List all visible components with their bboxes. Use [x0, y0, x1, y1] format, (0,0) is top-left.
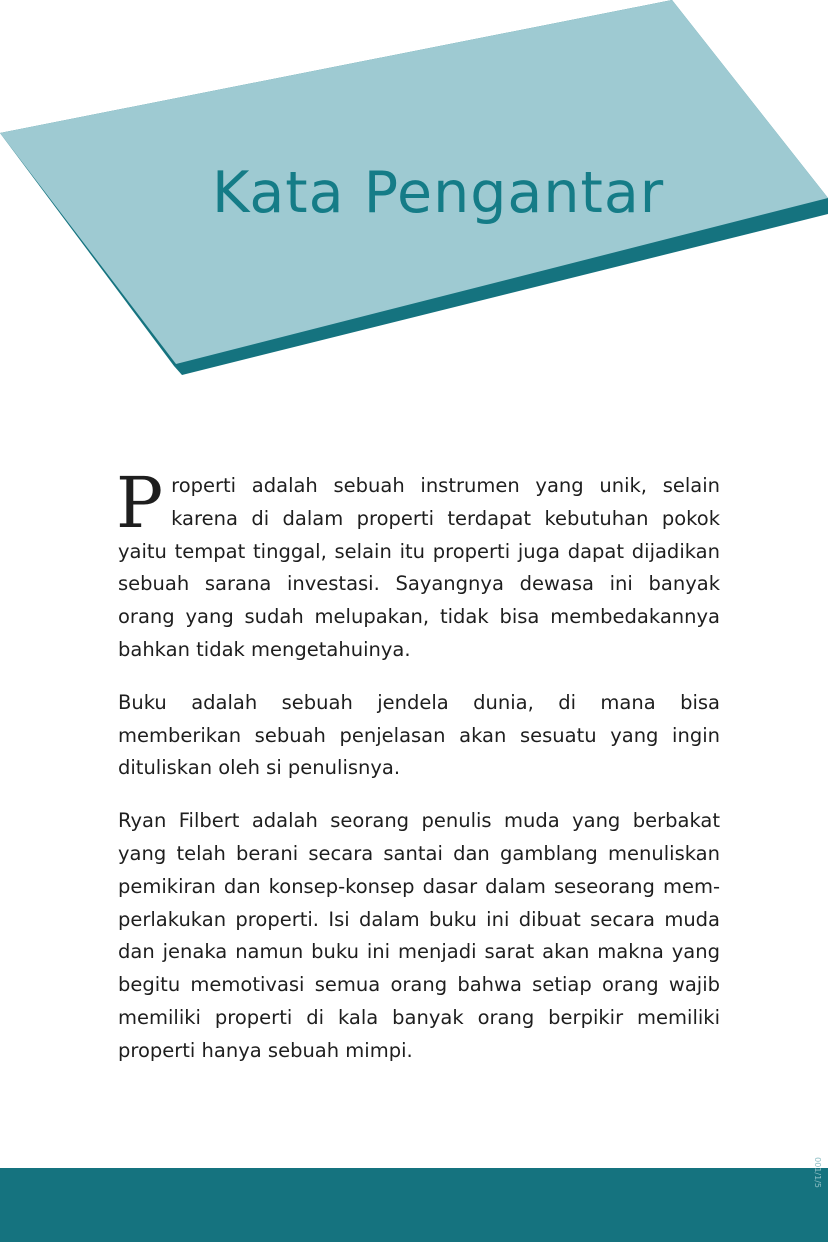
drop-cap: P — [116, 462, 164, 544]
paragraph-author: Ryan Filbert adalah seorang penulis muda yang berbakat yang telah berani secara santai dan gamblang menuliskan pemikiran dan konsep-konsep dasar dalam seseorang mem-perlakukan properti. Isi dalam buku ini dibuat secara muda dan jenaka namun buku ini menjadi sarat akan makna yang begitu memotivasi semua orang bahwa setiap orang wajib memiliki properti di kala banyak orang berpikir memiliki properti hanya sebuah mimpi. — [118, 809, 720, 1062]
footer-band — [0, 1168, 828, 1242]
page-title: Kata Pengantar — [212, 160, 665, 226]
preface-body — [116, 462, 720, 1088]
intro-paragraph-text: roperti adalah sebuah instrumen yang unik, selain karena di dalam properti terdapat kebutuhan pokok yaitu tempat tinggal, selain itu properti juga dapat dijadikan sebuah sarana investasi. Sayangnya dewasa ini banyak orang yang sudah melupakan, tidak bisa membedakannya bahkan tidak mengetahuinya. — [118, 474, 720, 661]
intro-paragraph — [116, 462, 720, 667]
page-code: 001/1/5 — [813, 1157, 822, 1188]
paragraph-book: Buku adalah sebuah jendela dunia, di mana bisa memberikan sebuah penjelasan akan sesuatu yang ingin dituliskan oleh si penulisnya. — [118, 690, 720, 780]
